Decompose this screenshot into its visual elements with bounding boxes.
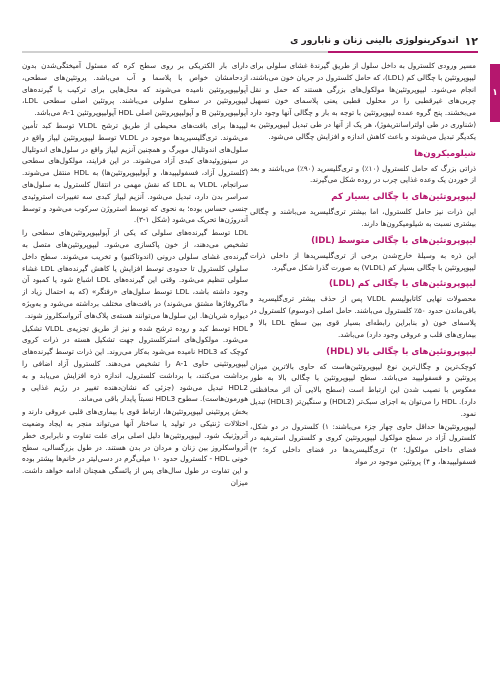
paragraph: بخش پروتئینی لیپوپروتئین‌ها، ارتباط قوی با بیماری‌های قلبی عروقی دارند و اختلالات ژنتیکی در تولید یا ساختار آنها می‌تواند منجر به ایجاد وضعیت آتروژنیک شود. لیپوپروتئین‌ها دلیل اصلی برای علت تفاوت و نابرابری خطر آترواسکلروز بین زنان و مردان در بدن هستند. در طول بزرگسالی، سطح خونی HDL - کلسترول حدود ۱۰ میلی‌گرم در دسی‌لیتر در خانم‌ها بیشتر بوده و این تفاوت در طول سال‌های پس از یائسگی همچنان ادامه خواهد داشت. میزان bbox=[22, 407, 248, 487]
running-title: اندوکرینولوژی بالینی زنان و نابارور ی bbox=[290, 36, 459, 46]
header-rule bbox=[22, 51, 478, 53]
paragraph: HDL توسط کبد و روده ترشح شده و نیز از طریق تجزیه‌ی VLDL تشکیل می‌شود. مولکول‌های استرکلسترول جهت تشکیل هسته در ذرات کروی کوچک که HDL3 نامیده می‌شود به‌کار می‌روند. این ذرات توسط گیرنده‌های لیپوپروتئینی حاوی A-1 را تشخیص می‌دهند. کلسترول آزاد اضافی را برداشت می‌کنند، با برداشت کلسترول، اندازه ذره افزایش می‌یابد و به HDL2 تبدیل می‌شود (جزئی که نشان‌دهنده تغییر در رژیم غذایی و هورمون‌هاست). سطوح HDL3 نسبتاً پایدار باقی می‌ماند. bbox=[22, 323, 248, 404]
paragraph: ذراتی بزرگ که حامل کلسترول (۱۰٪) و تری‌گلیسرید (۹۰٪) می‌باشند و بعد از خوردن یک وعده غذایی چرب در روده شکل می‌گیرند. bbox=[250, 163, 476, 185]
right-column bbox=[250, 60, 476, 690]
paragraph: لیپوپروتئین‌ها حداقل حاوی چهار جزء می‌باشند: ۱) کلسترول در دو شکل، کلسترول آزاد در سطح مولکول لیپوپروتئین کروی و کلسترول استریفیه در فضای داخلی مولکول؛ ۲) تری‌گلیسریدها در فضای داخلی کره؛ ۳) فسفولیپیدها، و ۴) پروتئین موجود در مواد bbox=[250, 421, 476, 466]
header-accent-bar bbox=[328, 51, 478, 53]
paragraph: LDL توسط گیرنده‌های سلولی که یکی از آپولیپوپروتئین‌های سطحی را تشخیص می‌دهند، از خون پاکسازی می‌شود. لیپوپروتئین‌های متصل به گیرنده‌ی غشای سلولی درونی (اندوتاکتیو) و تخریب می‌شوند. سطح داخل سلولی کلسترول تا حدودی توسط افزایش یا کاهش گیرنده‌های LDL غشاء سلولی تنظیم می‌شود. وقتی این گیرنده‌های LDL اشباع شود یا کمبود آن وجود داشته باشد، LDL توسط سلول‌های «رفتگر» (که به احتمال زیاد از ماکروفاژها مشتق می‌شوند) در بافت‌های مختلف برداشته می‌شود و به‌ویژه دیواره شریان‌ها. این سلول‌ها می‌توانند هسته‌ی پلاک‌های آترواسکلروز شوند. bbox=[22, 228, 248, 320]
left-column bbox=[22, 60, 248, 690]
section-heading: لیپوپروتئین‌های با چگالی کم (LDL) bbox=[328, 279, 476, 290]
paragraph: این ذره به وسیلهٔ خارج‌شدن برخی از تری‌گلیسریدها از داخلی ذرات لیپوپروتئین با چگالی بسیار کم (VLDL) به صورت گذرا شکل می‌گیرد. bbox=[250, 250, 476, 272]
page-header bbox=[22, 33, 478, 49]
section-heading: لیپوپروتئین‌های با چگالی بسیار کم bbox=[331, 192, 476, 203]
chapter-tab-number: ۱ bbox=[492, 88, 498, 98]
paragraph: دارای بار الکتریکی بر روی سطح کره که مسئول آمیختگی‌شدن بدون ازدحامشان خواص با پلاسما و آب می‌باشد. پروتئین‌های سطحی، آپولیپوپروتئین نامیده می‌شوند که محل‌هایی برای ترکیب با گیرنده‌های لیپوپروتئین در سطوح سلولی می‌باشند. پروتئین اصلی سطحی LDL، آپولیپوپروتئین B و آپولیپوپروتئین اصلی HDL آپولیپوپروتئین A-1 می‌باشد. bbox=[22, 61, 248, 118]
section-heading: لیپوپروتئین‌های با چگالی بالا (HDL) bbox=[326, 346, 476, 357]
section-heading: شیلومیکرون‌ها bbox=[414, 148, 476, 159]
section-heading: لیپوپروتئین‌های با چگالی متوسط (IDL) bbox=[311, 235, 476, 246]
paragraph: کوچک‌ترین و چگال‌ترین نوع لیپوپروتئین‌هاست که حاوی بالاترین میزان پروتئین و فسفولیپید می‌باشد. سطح لیپوپروتئین با چگالی بالا به طور معکوس با نصیب شدن این ارتباط است (سطح بالایی آن اثر محافظتی دارد). HDL را می‌توان به اجزای سبک‌تر (HDL2) و سنگین‌تر (HDL3) تبدیل نمود. bbox=[250, 361, 476, 418]
paragraph: این ذرات نیز حامل کلسترول، اما بیشتر تری‌گلیسرید می‌باشند و چگالی بیشتری نسبت به شیلومیکرون‌ها دارند. bbox=[250, 207, 476, 228]
page-number: ۱۲ bbox=[464, 34, 478, 48]
paragraph: مسیر ورودی کلسترول به داخل سلول از طریق گیرندهٔ غشای سلولی برای لیپوپروتئین با چگالی کم (LDL)، که حامل کلسترول در جریان خون می‌باشند، انجام می‌شود. لیپوپروتئین‌ها مولکول‌های بزرگی هستند که حمل و نقل چربی‌های غیرقطبی را در محلول قطبی یعنی پلاسمای خون تسهیل می‌بخشند. پنج گروه عمده لیپوپروتئین با توجه به بار و چگالی آنها وجود دارد (شناوری در طی اولتراسانتریفوژ)، هر یک از آنها در طی تبدیل لیپوپروتئین به یکدیگر تبدیل می‌شوند و باعث کاهش اندازه و افزایش چگالی می‌شود. bbox=[250, 61, 476, 141]
paragraph: لیپیدها برای بافت‌های محیطی از طریق ترشح VLDL توسط کبد تأمین می‌شوند. تری‌گلیسیریدها موجود در VLDL توسط لیپوپروتئین لیپاز واقع در سلول‌های اندوتلیال مویرگ و همچنین آنزیم لیپاز واقع در سلول‌های اندوتلیال در سینوزوئیدهای کبدی آزاد می‌شوند. در این فرایند، مولکول‌های سطحی (کلسترول آزاد، فسفولیپیدها، و آپولیپوپروتئین‌ها) به HDL منتقل می‌شوند. سرانجام، VLDL به LDL که نقش مهمی در انتقال کلسترول به سلول‌های سراسر بدن دارد، تبدیل می‌شود. آنزیم لیپاز کبدی سه تغییرات استروئیدی جنسی حساس بوده؛ به نحوی که توسط استروژن سرکوب می‌شود و توسط آندروژن‌ها تحریک می‌شود (شکل ۱-۳). bbox=[22, 120, 248, 225]
paragraph: محصولات نهایی کاتابولیسم VLDL پس از حذف بیشتر تری‌گلیسرید و باقی‌ماندن حدود ۵۰٪ کلسترول می‌باشند. حامل اصلی (دوسوم) کلسترول در پلاسمای خون (و بنابراین رابطه‌ای بسیار قوی بین سطح LDL بالا و بیماری‌های قلب و عروقی وجود دارد) می‌باشد. bbox=[250, 294, 476, 339]
chapter-tab bbox=[490, 64, 500, 122]
